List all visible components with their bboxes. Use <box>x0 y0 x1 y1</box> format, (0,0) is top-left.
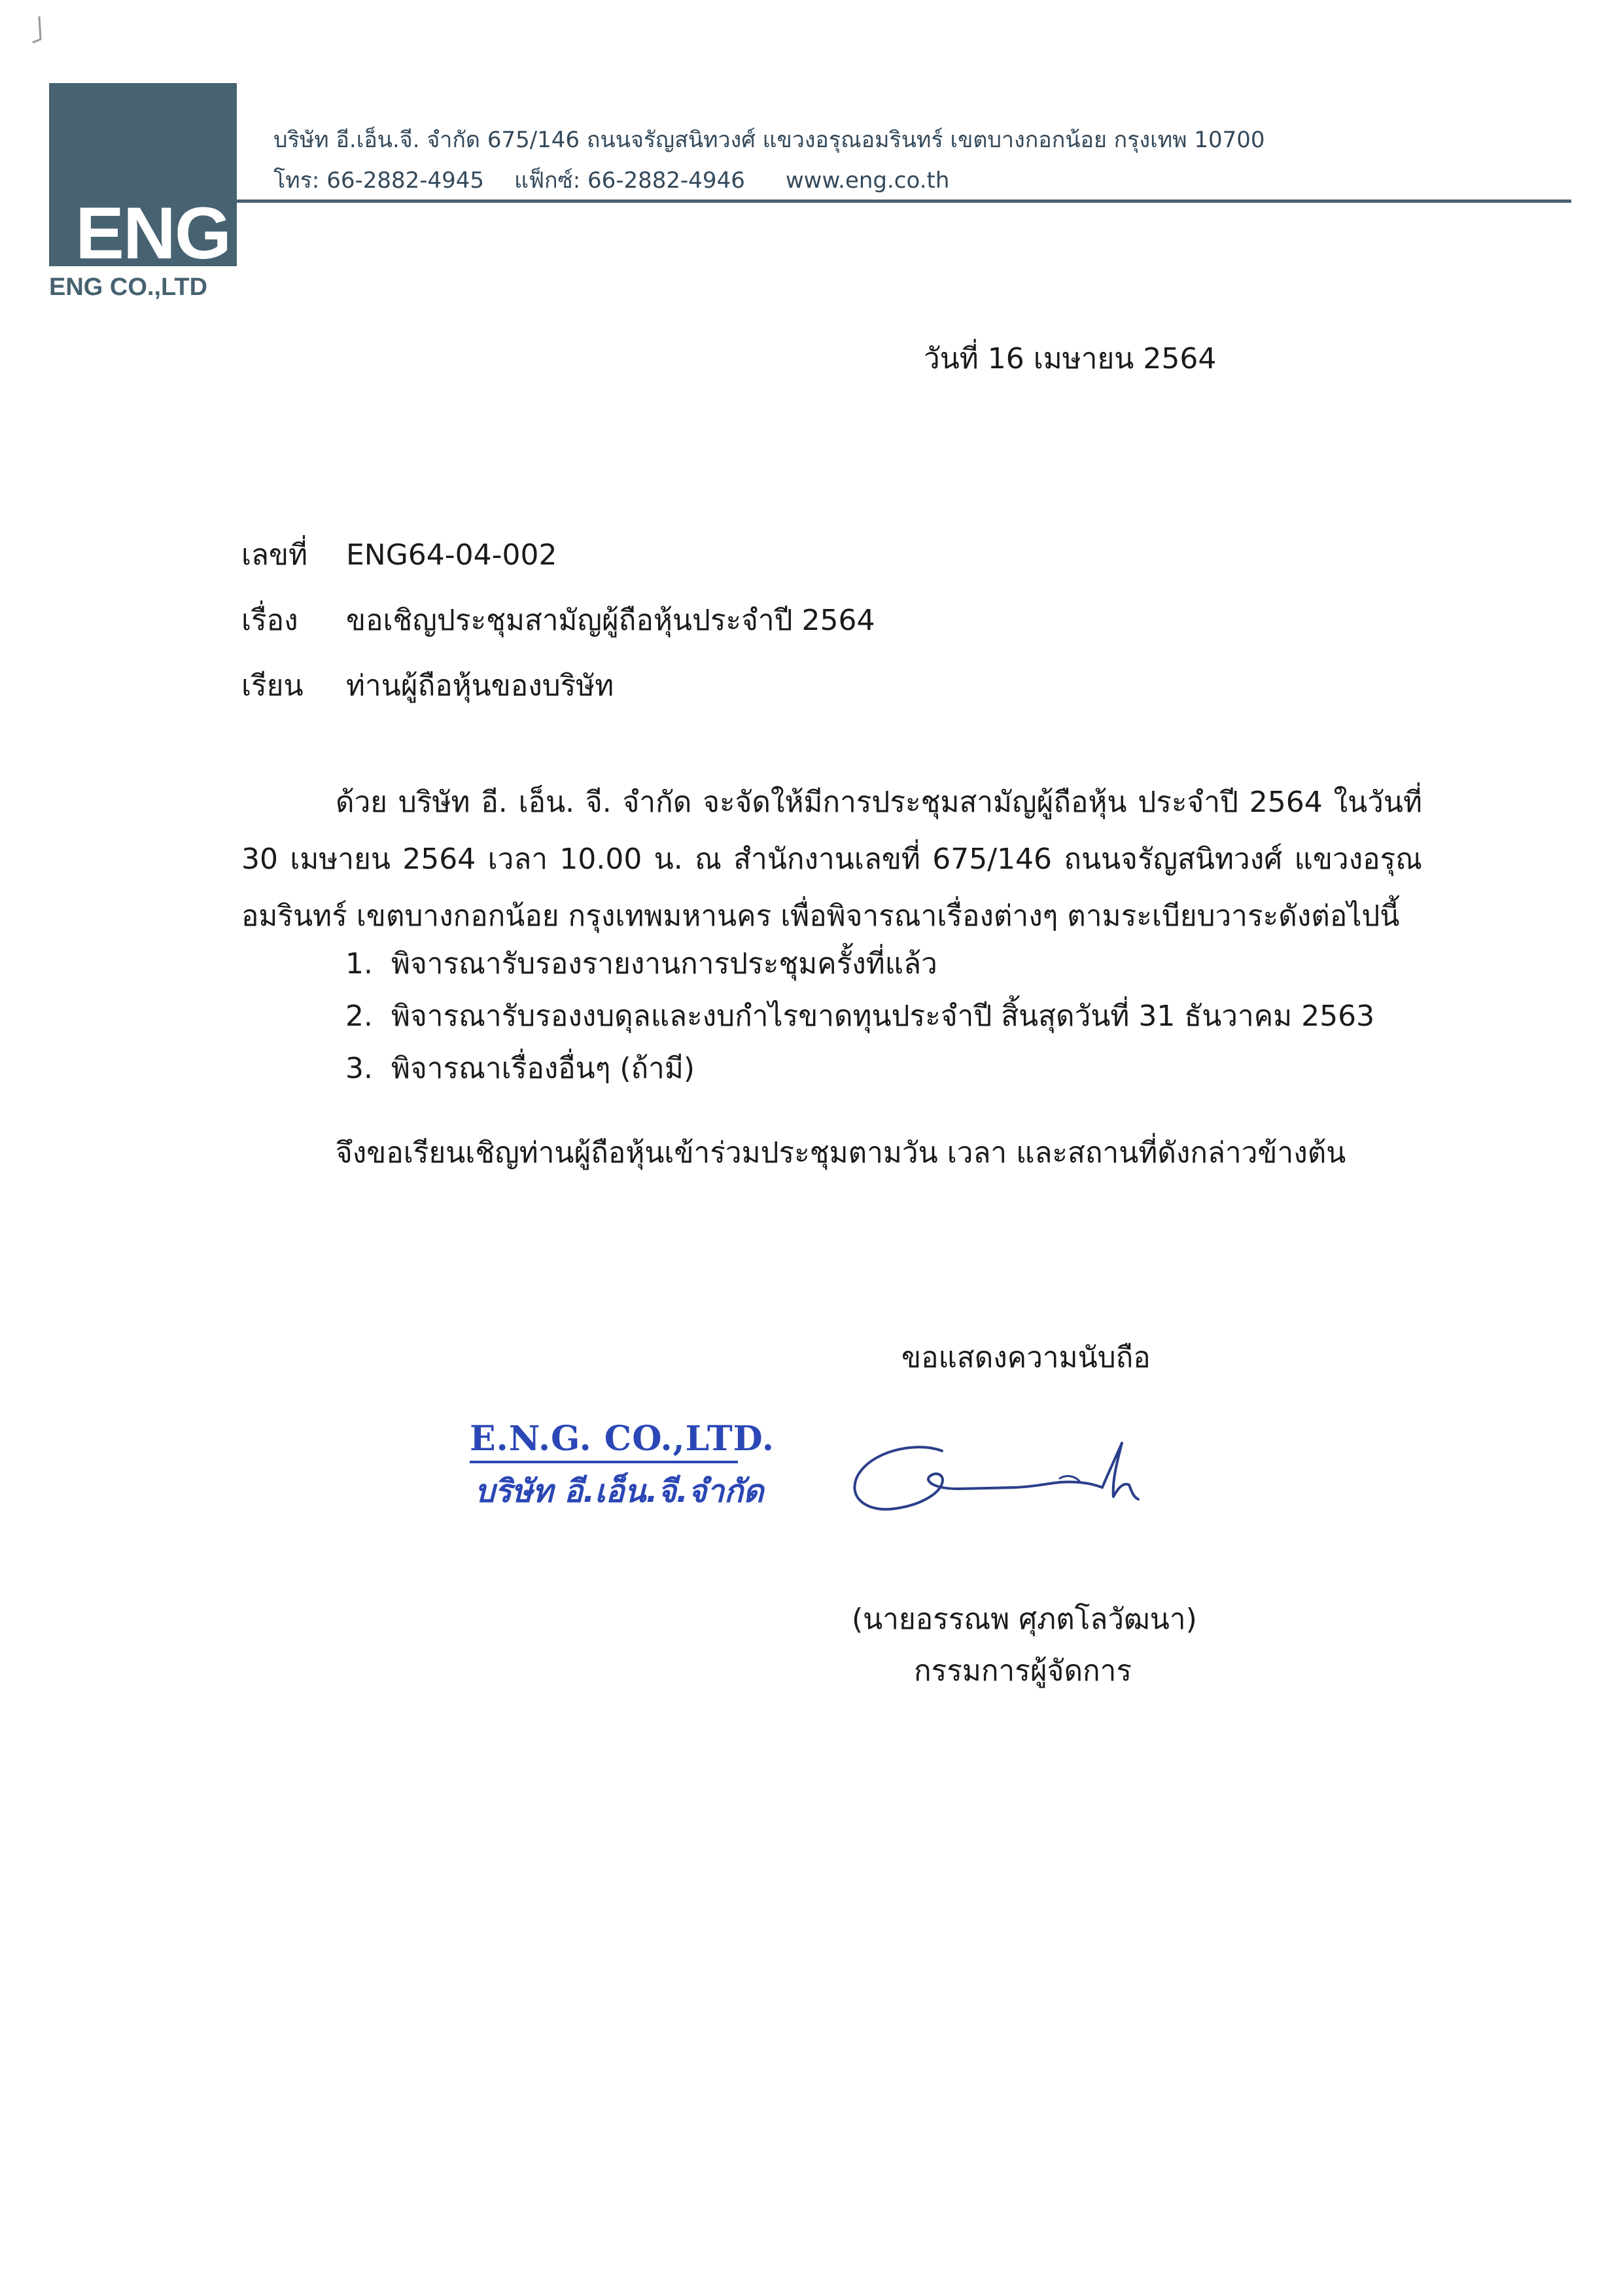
logo-caption: ENG CO.,LTD <box>49 273 208 301</box>
company-website[interactable]: www.eng.co.th <box>785 167 950 194</box>
agenda-item <box>345 1002 1374 1031</box>
agenda-number: 2. <box>345 1000 373 1033</box>
recipient <box>241 669 614 703</box>
stamp-underline <box>470 1461 738 1463</box>
company-stamp-english: E.N.G. CO.,LTD. <box>470 1419 775 1459</box>
agenda-text: พิจารณาเรื่องอื่นๆ (ถ้ามี) <box>391 1052 695 1085</box>
agenda-text: พิจารณารับรองรายงานการประชุมครั้งที่แล้ว <box>391 947 937 981</box>
scan-corner-mark <box>26 13 52 46</box>
company-logo <box>49 83 237 274</box>
agenda-number: 3. <box>345 1052 373 1085</box>
signatory-name: (นายอรรณพ ศุภตโลวัฒนา) <box>852 1603 1197 1636</box>
reference-number <box>241 538 557 572</box>
company-contact <box>273 162 949 198</box>
company-phone: โทร: 66-2882-4945 <box>273 167 485 194</box>
recipient-value: ท่านผู้ถือหุ้นของบริษัท <box>346 669 614 703</box>
body-line-2: 30 เมษายน 2564 เวลา 10.00 น. ณ สำนักงานเลขที่ 675/146 ถนนจรัญสนิทวงศ์ แขวงอรุณ <box>241 843 1422 876</box>
agenda-item <box>345 947 937 981</box>
company-address: บริษัท อี.เอ็น.จี. จำกัด 675/146 ถนนจรัญสนิทวงศ์ แขวงอรุณอมรินทร์ เขตบางกอกน้อย กรุงเทพ 10700 <box>273 127 1265 153</box>
subject-label: เรื่อง <box>241 604 298 637</box>
letterhead-rule <box>237 200 1571 203</box>
subject <box>241 606 875 635</box>
closing-sentence: จึงขอเรียนเชิญท่านผู้ถือหุ้นเข้าร่วมประชุมตามวัน เวลา และสถานที่ดังกล่าวข้างต้น <box>336 1136 1346 1170</box>
company-fax: แฟ็กซ์: 66-2882-4946 <box>514 167 745 194</box>
agenda-item <box>345 1054 695 1083</box>
body-paragraph <box>241 774 1422 945</box>
letter-date: วันที่ 16 เมษายน 2564 <box>924 342 1217 375</box>
body-line-3: อมรินทร์ เขตบางกอกน้อย กรุงเทพมหานคร เพื่อพิจารณาเรื่องต่างๆ ตามระเบียบวาระดังต่อไปนี้ <box>241 899 1400 933</box>
complimentary-close: ขอแสดงความนับถือ <box>901 1341 1151 1374</box>
recipient-label: เรียน <box>241 669 304 703</box>
subject-value: ขอเชิญประชุมสามัญผู้ถือหุ้นประจำปี 2564 <box>346 604 875 637</box>
reference-number-label: เลขที่ <box>241 538 308 572</box>
agenda-text: พิจารณารับรองงบดุลและงบกำไรขาดทุนประจำปี สิ้นสุดวันที่ 31 ธันวาคม 2563 <box>391 1000 1375 1033</box>
signature-image <box>844 1431 1184 1536</box>
agenda-number: 1. <box>345 947 373 981</box>
body-line-1: ด้วย บริษัท อี. เอ็น. จี. จำกัด จะจัดให้มีการประชุมสามัญผู้ถือหุ้น ประจำปี 2564 ในวันที่ <box>336 786 1422 819</box>
logo-text: ENG <box>75 192 230 274</box>
reference-number-value: ENG64-04-002 <box>346 538 557 572</box>
company-stamp-thai: บริษัท อี.เอ็น.จี.จำกัด <box>475 1473 764 1510</box>
signatory-title: กรรมการผู้จัดการ <box>914 1654 1132 1688</box>
